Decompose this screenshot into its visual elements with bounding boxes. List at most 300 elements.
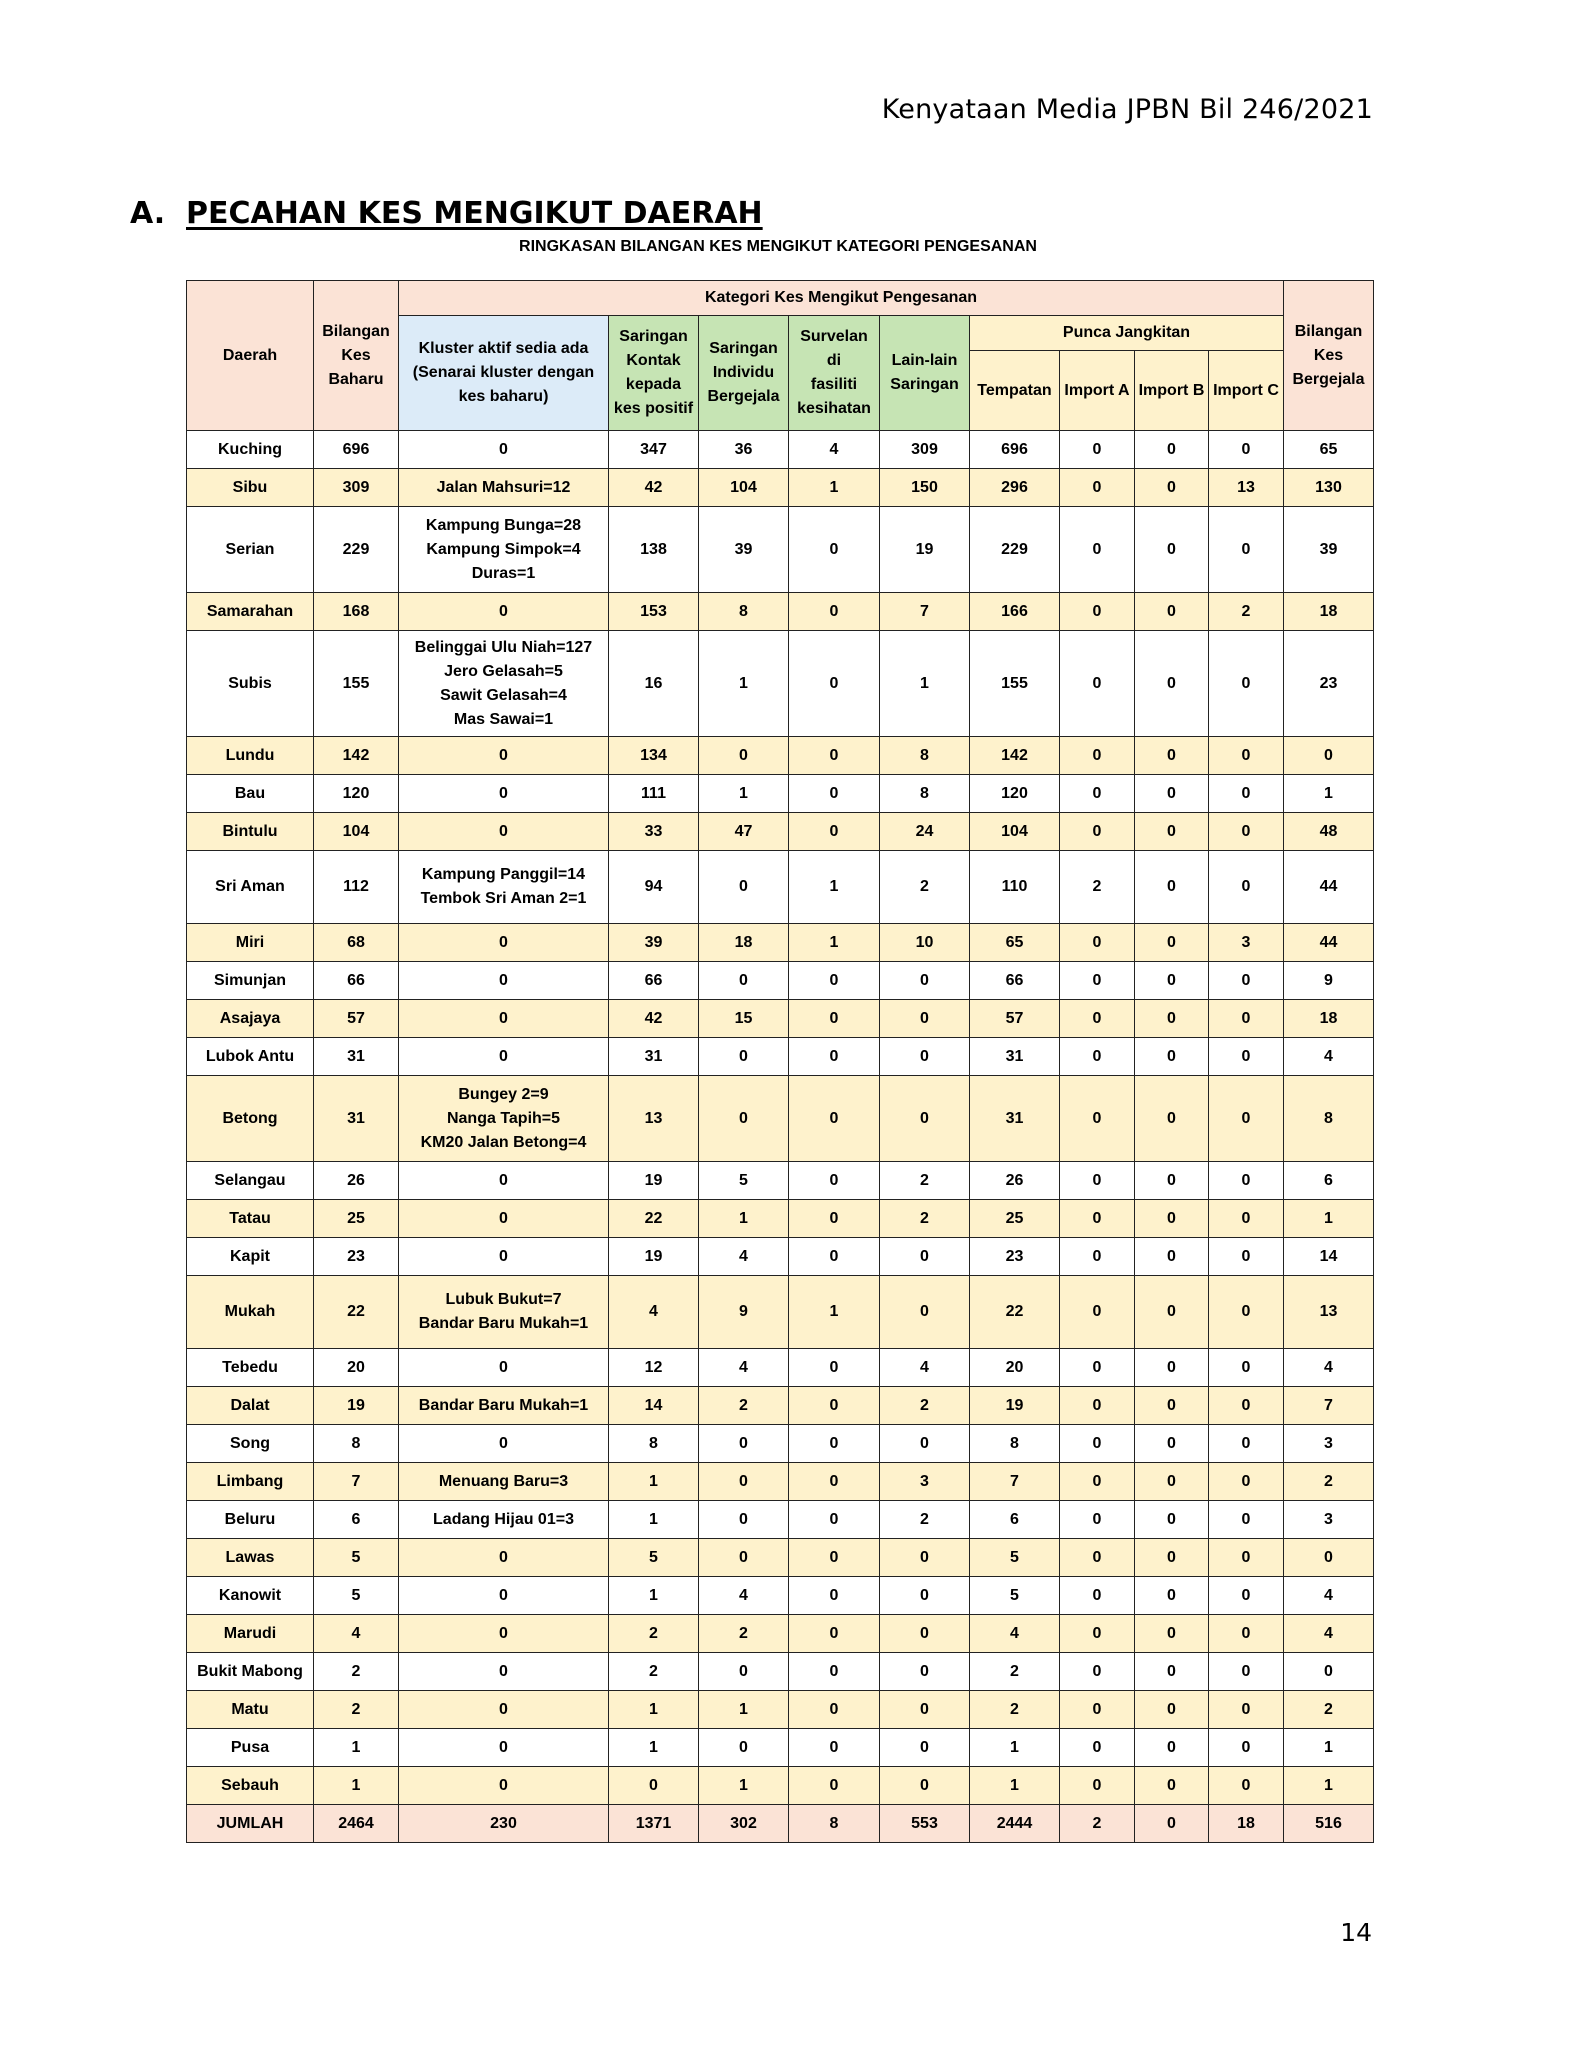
cell-daerah: Betong	[187, 1076, 314, 1162]
cell-import-c: 0	[1209, 1000, 1284, 1038]
cell-lain-lain: 10	[880, 924, 970, 962]
table-row	[187, 507, 1374, 593]
cell-kes-baharu: 31	[314, 1076, 399, 1162]
cell-tempatan: 166	[970, 593, 1060, 631]
cell-import-a: 2	[1060, 851, 1135, 924]
cluster-entry: 0	[499, 1358, 508, 1376]
cell-import-b: 0	[1135, 1349, 1209, 1387]
cell-lain-lain: 553	[880, 1805, 970, 1843]
cell-import-b: 0	[1135, 1539, 1209, 1577]
cell-kes-baharu: 168	[314, 593, 399, 631]
cluster-entry: Nanga Tapih=5	[446, 1109, 561, 1127]
cell-daerah: Kuching	[187, 431, 314, 469]
cluster-entry: 0	[499, 440, 508, 458]
cell-kes-baharu: 104	[314, 813, 399, 851]
cell-saringan-individu: 0	[699, 1539, 789, 1577]
cell-daerah: Limbang	[187, 1463, 314, 1501]
cell-tempatan: 696	[970, 431, 1060, 469]
cell-saringan-individu: 0	[699, 1653, 789, 1691]
cluster-entry: 0	[499, 1247, 508, 1265]
cell-kluster	[399, 1805, 609, 1843]
table-row	[187, 1038, 1374, 1076]
cell-kes-bergejala: 4	[1284, 1349, 1374, 1387]
cell-tempatan: 31	[970, 1038, 1060, 1076]
cell-daerah: JUMLAH	[187, 1805, 314, 1843]
cell-saringan-kontak: 16	[609, 631, 699, 737]
cell-lain-lain: 2	[880, 1162, 970, 1200]
cell-kes-baharu: 142	[314, 737, 399, 775]
cell-survelan: 0	[789, 1076, 880, 1162]
cell-import-a: 0	[1060, 1463, 1135, 1501]
cell-daerah: Sibu	[187, 469, 314, 507]
cell-kes-baharu: 57	[314, 1000, 399, 1038]
cell-survelan: 0	[789, 1463, 880, 1501]
cell-kes-bergejala: 0	[1284, 1653, 1374, 1691]
cell-lain-lain: 0	[880, 1038, 970, 1076]
cell-tempatan: 104	[970, 813, 1060, 851]
cell-kes-baharu: 31	[314, 1038, 399, 1076]
cell-import-b: 0	[1135, 1076, 1209, 1162]
cell-tempatan: 25	[970, 1200, 1060, 1238]
table-row	[187, 1238, 1374, 1276]
cell-saringan-individu: 104	[699, 469, 789, 507]
cell-saringan-individu: 1	[699, 1767, 789, 1805]
cell-saringan-individu: 2	[699, 1615, 789, 1653]
cell-tempatan: 1	[970, 1767, 1060, 1805]
cluster-entry: Bungey 2=9	[458, 1085, 549, 1103]
cluster-entry: 0	[499, 933, 508, 951]
cell-import-b: 0	[1135, 1463, 1209, 1501]
cell-saringan-kontak: 66	[609, 962, 699, 1000]
cell-kluster	[399, 631, 609, 737]
cell-tempatan: 6	[970, 1501, 1060, 1539]
cell-import-a: 0	[1060, 924, 1135, 962]
cell-tempatan: 7	[970, 1463, 1060, 1501]
cell-saringan-kontak: 12	[609, 1349, 699, 1387]
table-row	[187, 1425, 1374, 1463]
cell-kluster	[399, 1691, 609, 1729]
cell-tempatan: 57	[970, 1000, 1060, 1038]
cell-saringan-individu: 5	[699, 1162, 789, 1200]
cell-survelan: 0	[789, 1238, 880, 1276]
cell-kluster	[399, 851, 609, 924]
cell-import-c: 0	[1209, 1615, 1284, 1653]
cell-survelan: 0	[789, 1767, 880, 1805]
cell-saringan-individu: 0	[699, 1076, 789, 1162]
cell-daerah: Miri	[187, 924, 314, 962]
cell-import-b: 0	[1135, 924, 1209, 962]
cluster-entry: Kampung Panggil=14	[421, 866, 586, 883]
cell-import-a: 0	[1060, 1501, 1135, 1539]
cell-import-b: 0	[1135, 1615, 1209, 1653]
table-row	[187, 924, 1374, 962]
cell-lain-lain: 3	[880, 1463, 970, 1501]
cell-import-c: 0	[1209, 1200, 1284, 1238]
cell-daerah: Serian	[187, 507, 314, 593]
cell-import-a: 0	[1060, 813, 1135, 851]
cell-saringan-kontak: 1371	[609, 1805, 699, 1843]
header-survelan: Survelan di fasiliti kesihatan	[789, 316, 880, 431]
header-tempatan: Tempatan	[970, 351, 1060, 431]
cell-kes-baharu: 20	[314, 1349, 399, 1387]
cell-tempatan: 4	[970, 1615, 1060, 1653]
table-body	[187, 431, 1374, 1843]
cell-daerah: Pusa	[187, 1729, 314, 1767]
cell-kes-baharu: 5	[314, 1539, 399, 1577]
cell-import-b: 0	[1135, 1729, 1209, 1767]
cell-survelan: 1	[789, 1276, 880, 1349]
cell-survelan: 1	[789, 924, 880, 962]
table-row	[187, 1653, 1374, 1691]
cell-saringan-individu: 302	[699, 1805, 789, 1843]
cell-saringan-kontak: 153	[609, 593, 699, 631]
cell-tempatan: 22	[970, 1276, 1060, 1349]
cell-survelan: 0	[789, 1200, 880, 1238]
cluster-entry: 0	[499, 1548, 508, 1566]
table-row	[187, 962, 1374, 1000]
cell-saringan-kontak: 42	[609, 1000, 699, 1038]
cell-lain-lain: 0	[880, 1729, 970, 1767]
table-row	[187, 1387, 1374, 1425]
cell-saringan-individu: 1	[699, 1691, 789, 1729]
cell-survelan: 0	[789, 1729, 880, 1767]
cell-kes-baharu: 229	[314, 507, 399, 593]
cell-import-b: 0	[1135, 1805, 1209, 1843]
cell-kes-baharu: 26	[314, 1162, 399, 1200]
table-row	[187, 851, 1374, 924]
cluster-entry: Belinggai Ulu Niah=127	[414, 638, 593, 656]
cell-saringan-individu: 0	[699, 1729, 789, 1767]
table-row	[187, 1162, 1374, 1200]
cluster-entry: 0	[499, 1700, 508, 1718]
cell-import-a: 0	[1060, 1076, 1135, 1162]
cell-saringan-individu: 39	[699, 507, 789, 593]
cell-import-a: 0	[1060, 1276, 1135, 1349]
cell-survelan: 0	[789, 775, 880, 813]
cell-survelan: 0	[789, 1691, 880, 1729]
cell-kluster	[399, 1501, 609, 1539]
cell-kluster	[399, 1539, 609, 1577]
page-number: 14	[1340, 1918, 1372, 1947]
header-import-b: Import B	[1135, 351, 1209, 431]
cell-import-b: 0	[1135, 631, 1209, 737]
cell-survelan: 4	[789, 431, 880, 469]
cell-import-c: 0	[1209, 775, 1284, 813]
cell-import-c: 0	[1209, 1767, 1284, 1805]
cell-daerah: Subis	[187, 631, 314, 737]
cell-import-c: 0	[1209, 1691, 1284, 1729]
cell-saringan-individu: 1	[699, 1200, 789, 1238]
header-import-c: Import C	[1209, 351, 1284, 431]
header-import-a: Import A	[1060, 351, 1135, 431]
cell-saringan-individu: 0	[699, 737, 789, 775]
cluster-entry: 0	[499, 1738, 508, 1756]
cell-saringan-kontak: 4	[609, 1276, 699, 1349]
cell-kes-baharu: 2	[314, 1653, 399, 1691]
table-row	[187, 1691, 1374, 1729]
cell-tempatan: 142	[970, 737, 1060, 775]
cell-kes-bergejala: 4	[1284, 1615, 1374, 1653]
cell-kes-bergejala: 516	[1284, 1805, 1374, 1843]
cell-lain-lain: 1	[880, 631, 970, 737]
cluster-entry: Sawit Gelasah=4	[440, 686, 567, 704]
cell-import-a: 0	[1060, 1238, 1135, 1276]
cell-kes-baharu: 6	[314, 1501, 399, 1539]
cluster-entry: 0	[499, 1009, 508, 1027]
table-row	[187, 1200, 1374, 1238]
cell-daerah: Tatau	[187, 1200, 314, 1238]
cell-lain-lain: 8	[880, 775, 970, 813]
cell-daerah: Simunjan	[187, 962, 314, 1000]
cell-daerah: Beluru	[187, 1501, 314, 1539]
cell-kes-bergejala: 23	[1284, 631, 1374, 737]
cell-survelan: 0	[789, 507, 880, 593]
cluster-entry: Ladang Hijau 01=3	[433, 1510, 574, 1528]
cell-import-c: 0	[1209, 1425, 1284, 1463]
cell-tempatan: 5	[970, 1539, 1060, 1577]
cell-import-c: 0	[1209, 1349, 1284, 1387]
cell-kes-bergejala: 18	[1284, 1000, 1374, 1038]
cell-import-a: 0	[1060, 1000, 1135, 1038]
cell-import-c: 0	[1209, 737, 1284, 775]
cell-kes-bergejala: 48	[1284, 813, 1374, 851]
cell-kes-bergejala: 14	[1284, 1238, 1374, 1276]
header-daerah: Daerah	[187, 281, 314, 431]
cell-lain-lain: 2	[880, 1200, 970, 1238]
cell-kes-bergejala: 2	[1284, 1691, 1374, 1729]
cell-saringan-kontak: 2	[609, 1615, 699, 1653]
cell-import-c: 0	[1209, 1463, 1284, 1501]
cell-import-a: 0	[1060, 593, 1135, 631]
cell-import-c: 0	[1209, 1729, 1284, 1767]
header-saringan-individu: Saringan Individu Bergejala	[699, 316, 789, 431]
cell-saringan-individu: 0	[699, 1038, 789, 1076]
cell-lain-lain: 0	[880, 1653, 970, 1691]
cell-import-b: 0	[1135, 593, 1209, 631]
cluster-entry: 0	[499, 1209, 508, 1227]
cell-kluster	[399, 1729, 609, 1767]
cell-import-c: 0	[1209, 507, 1284, 593]
cell-kes-bergejala: 44	[1284, 851, 1374, 924]
cell-daerah: Lawas	[187, 1539, 314, 1577]
cluster-entry: Tembok Sri Aman 2=1	[420, 890, 587, 907]
cell-lain-lain: 2	[880, 851, 970, 924]
cell-import-a: 0	[1060, 1038, 1135, 1076]
table-row	[187, 1767, 1374, 1805]
cell-daerah: Bukit Mabong	[187, 1653, 314, 1691]
cell-kluster	[399, 1463, 609, 1501]
cell-import-c: 0	[1209, 1038, 1284, 1076]
cell-saringan-kontak: 1	[609, 1691, 699, 1729]
cell-kes-baharu: 66	[314, 962, 399, 1000]
cell-lain-lain: 0	[880, 962, 970, 1000]
cell-tempatan: 296	[970, 469, 1060, 507]
cluster-entry: 0	[499, 822, 508, 840]
cell-import-a: 0	[1060, 1387, 1135, 1425]
cell-saringan-individu: 15	[699, 1000, 789, 1038]
table-row	[187, 1076, 1374, 1162]
cluster-entry: Lubuk Bukut=7	[445, 1291, 562, 1308]
cell-import-a: 0	[1060, 431, 1135, 469]
cell-import-b: 0	[1135, 775, 1209, 813]
header-bilangan-kes-baharu: Bilangan Kes Baharu	[314, 281, 399, 431]
cell-survelan: 1	[789, 469, 880, 507]
cell-kes-bergejala: 9	[1284, 962, 1374, 1000]
cell-kes-baharu: 155	[314, 631, 399, 737]
cell-import-c: 0	[1209, 1238, 1284, 1276]
cluster-entry: 0	[499, 1586, 508, 1604]
cell-kes-bergejala: 0	[1284, 1539, 1374, 1577]
cell-kes-baharu: 23	[314, 1238, 399, 1276]
cell-import-b: 0	[1135, 1767, 1209, 1805]
cell-saringan-individu: 4	[699, 1349, 789, 1387]
table-row	[187, 1539, 1374, 1577]
cases-by-district-table	[186, 280, 1374, 1843]
cell-daerah: Mukah	[187, 1276, 314, 1349]
cell-saringan-kontak: 138	[609, 507, 699, 593]
table-row	[187, 1729, 1374, 1767]
cell-daerah: Sebauh	[187, 1767, 314, 1805]
cell-import-a: 0	[1060, 1425, 1135, 1463]
cell-kluster	[399, 1349, 609, 1387]
cell-saringan-individu: 36	[699, 431, 789, 469]
cell-kes-bergejala: 65	[1284, 431, 1374, 469]
table-row	[187, 775, 1374, 813]
header-punca-jangkitan: Punca Jangkitan	[970, 316, 1284, 351]
cell-kes-baharu: 696	[314, 431, 399, 469]
cell-lain-lain: 0	[880, 1615, 970, 1653]
cell-lain-lain: 0	[880, 1076, 970, 1162]
cell-kluster	[399, 431, 609, 469]
cell-tempatan: 66	[970, 962, 1060, 1000]
cell-saringan-individu: 2	[699, 1387, 789, 1425]
cell-import-c: 0	[1209, 962, 1284, 1000]
cell-saringan-individu: 0	[699, 1425, 789, 1463]
section-heading	[130, 196, 763, 231]
cell-tempatan: 31	[970, 1076, 1060, 1162]
cell-survelan: 0	[789, 1653, 880, 1691]
cell-survelan: 0	[789, 1577, 880, 1615]
cell-tempatan: 26	[970, 1162, 1060, 1200]
cell-import-c: 2	[1209, 593, 1284, 631]
cell-survelan: 0	[789, 631, 880, 737]
cell-lain-lain: 8	[880, 737, 970, 775]
cell-import-b: 0	[1135, 469, 1209, 507]
cell-saringan-kontak: 33	[609, 813, 699, 851]
cell-import-c: 0	[1209, 1653, 1284, 1691]
cell-kes-bergejala: 4	[1284, 1577, 1374, 1615]
cell-survelan: 0	[789, 1501, 880, 1539]
cell-survelan: 0	[789, 1539, 880, 1577]
cell-kluster	[399, 593, 609, 631]
cell-survelan: 0	[789, 1000, 880, 1038]
cell-saringan-kontak: 8	[609, 1425, 699, 1463]
cell-saringan-kontak: 1	[609, 1463, 699, 1501]
cell-saringan-individu: 4	[699, 1238, 789, 1276]
cell-kes-bergejala: 8	[1284, 1076, 1374, 1162]
cell-tempatan: 2	[970, 1691, 1060, 1729]
cell-kes-baharu: 25	[314, 1200, 399, 1238]
cell-saringan-individu: 0	[699, 962, 789, 1000]
cell-saringan-kontak: 94	[609, 851, 699, 924]
cell-saringan-kontak: 42	[609, 469, 699, 507]
cell-lain-lain: 24	[880, 813, 970, 851]
cell-kes-baharu: 120	[314, 775, 399, 813]
cell-daerah: Lubok Antu	[187, 1038, 314, 1076]
table-row	[187, 1577, 1374, 1615]
cell-import-b: 0	[1135, 1691, 1209, 1729]
cell-tempatan: 23	[970, 1238, 1060, 1276]
cell-import-b: 0	[1135, 431, 1209, 469]
header-lain-lain: Lain-lain Saringan	[880, 316, 970, 431]
cell-daerah: Song	[187, 1425, 314, 1463]
cluster-entry: Jero Gelasah=5	[444, 662, 563, 680]
cell-saringan-individu: 1	[699, 631, 789, 737]
table-row	[187, 1463, 1374, 1501]
cluster-entry: Jalan Mahsuri=12	[436, 478, 571, 496]
cell-lain-lain: 309	[880, 431, 970, 469]
cell-saringan-individu: 8	[699, 593, 789, 631]
cell-import-a: 0	[1060, 507, 1135, 593]
cell-survelan: 0	[789, 1162, 880, 1200]
cell-import-a: 0	[1060, 1653, 1135, 1691]
cell-survelan: 0	[789, 813, 880, 851]
cell-lain-lain: 7	[880, 593, 970, 631]
cluster-entry: Kampung Simpok=4	[426, 540, 581, 558]
cell-kes-baharu: 2464	[314, 1805, 399, 1843]
cell-kes-baharu: 22	[314, 1276, 399, 1349]
cell-import-b: 0	[1135, 1577, 1209, 1615]
cell-survelan: 0	[789, 593, 880, 631]
cluster-entry: 0	[499, 1047, 508, 1065]
cell-daerah: Sri Aman	[187, 851, 314, 924]
cluster-entry: 0	[499, 1662, 508, 1680]
cell-tempatan: 2444	[970, 1805, 1060, 1843]
cell-daerah: Dalat	[187, 1387, 314, 1425]
cell-lain-lain: 2	[880, 1501, 970, 1539]
table-row	[187, 1000, 1374, 1038]
cell-daerah: Selangau	[187, 1162, 314, 1200]
cell-tempatan: 229	[970, 507, 1060, 593]
cell-saringan-kontak: 22	[609, 1200, 699, 1238]
cell-survelan: 8	[789, 1805, 880, 1843]
cell-saringan-individu: 18	[699, 924, 789, 962]
cell-import-b: 0	[1135, 1038, 1209, 1076]
cluster-entry: KM20 Jalan Betong=4	[420, 1133, 587, 1151]
cell-tempatan: 1	[970, 1729, 1060, 1767]
cell-kes-baharu: 1	[314, 1767, 399, 1805]
cluster-entry: Bandar Baru Mukah=1	[418, 1396, 589, 1414]
cell-lain-lain: 0	[880, 1539, 970, 1577]
cell-kluster	[399, 1200, 609, 1238]
cell-kes-bergejala: 1	[1284, 1729, 1374, 1767]
cell-daerah: Marudi	[187, 1615, 314, 1653]
cell-kes-bergejala: 18	[1284, 593, 1374, 631]
cell-saringan-kontak: 13	[609, 1076, 699, 1162]
cluster-entry: 230	[490, 1814, 517, 1832]
cell-lain-lain: 0	[880, 1577, 970, 1615]
cell-import-a: 0	[1060, 1577, 1135, 1615]
cell-kluster	[399, 1276, 609, 1349]
cell-kluster	[399, 1577, 609, 1615]
table-row	[187, 1501, 1374, 1539]
cell-kluster	[399, 1038, 609, 1076]
cell-saringan-kontak: 111	[609, 775, 699, 813]
cell-kluster	[399, 1615, 609, 1653]
cell-import-a: 0	[1060, 1615, 1135, 1653]
cell-tempatan: 120	[970, 775, 1060, 813]
cell-import-a: 0	[1060, 1349, 1135, 1387]
